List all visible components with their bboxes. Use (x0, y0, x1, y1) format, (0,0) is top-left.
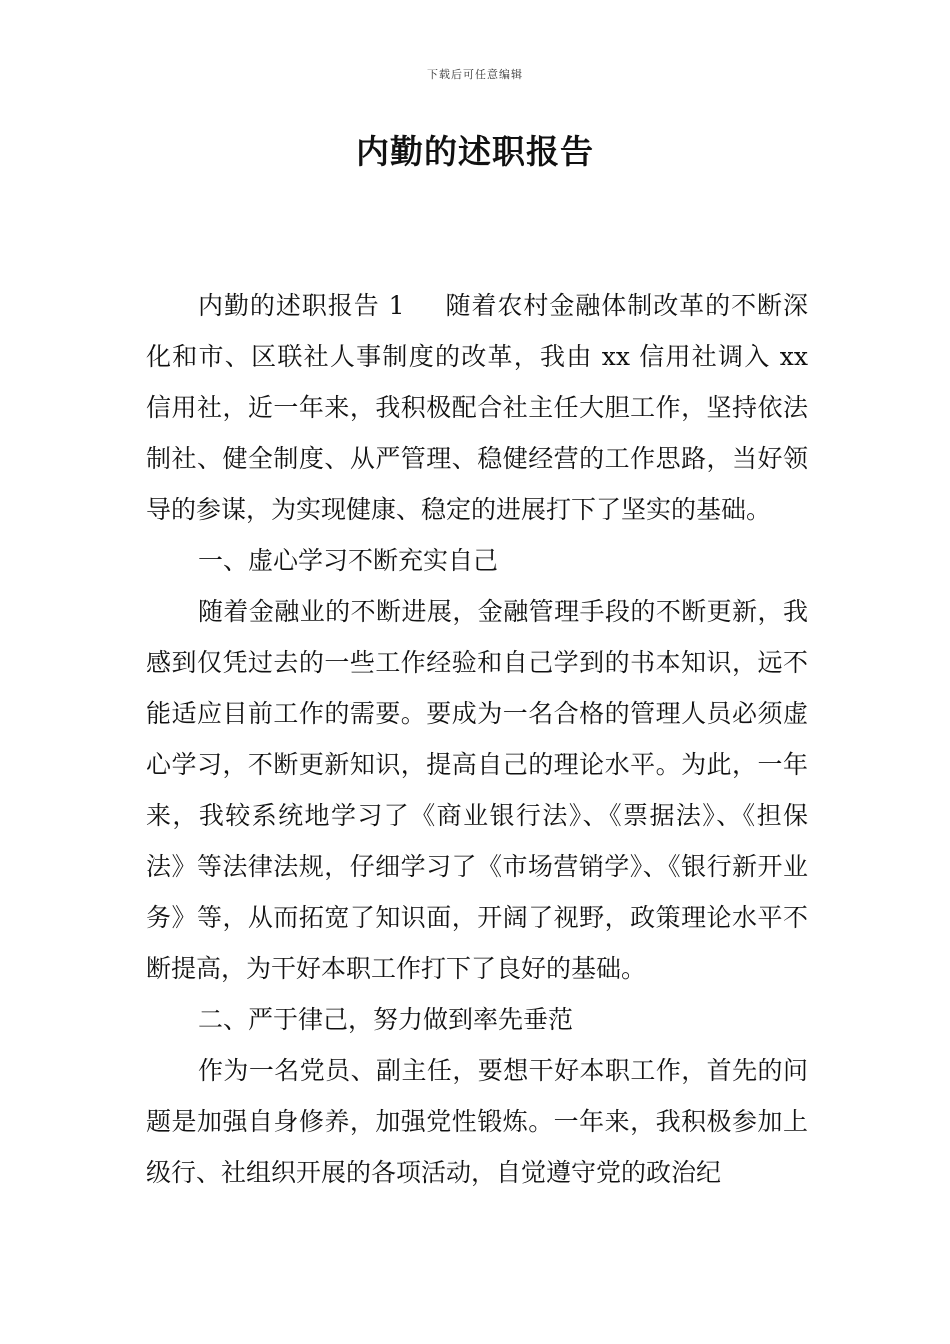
document-title: 内勤的述职报告 (356, 132, 594, 171)
paragraph-3: 作为一名党员、副主任，要想干好本职工作，首先的问题是加强自身修养，加强党性锻炼。一年来，我积极参加上级行、社组织开展的各项活动，自觉遵守党的政治纪 (146, 1056, 808, 1187)
section-heading-1: 一、虚心学习不断充实自己 (198, 546, 499, 575)
paragraph-1-lead: 内勤的述职报告 1 (198, 291, 405, 320)
paragraph-1 (146, 280, 808, 535)
header-note: 下载后可任意编辑 (427, 68, 523, 81)
document-body (146, 280, 808, 1198)
section-heading-2: 二、严于律己，努力做到率先垂范 (198, 1005, 574, 1034)
paragraph-2: 随着金融业的不断进展，金融管理手段的不断更新，我感到仅凭过去的一些工作经验和自己学到的书本知识，远不能适应目前工作的需要。要成为一名合格的管理人员必须虚心学习，不断更新知识，提高自己的理论水平。为此，一年来，我较系统地学习了《商业银行法》、《票据法》、《担保法》等法律法规，仔细学习了《市场营销学》、《银行新开业务》等，从而拓宽了知识面，开阔了视野，政策理论水平不断提高，为干好本职工作打下了良好的基础。 (146, 597, 808, 983)
paragraph-1-body: 随着农村金融体制改革的不断深化和市、区联社人事制度的改革，我由 xx 信用社调入 xx 信用社，近一年来，我积极配合社主任大胆工作，坚持依法制社、健全制度、从严管理、稳健经营的工作思路，当好领导的参谋，为实现健康、稳定的进展打下了坚实的基础。 (146, 291, 808, 524)
